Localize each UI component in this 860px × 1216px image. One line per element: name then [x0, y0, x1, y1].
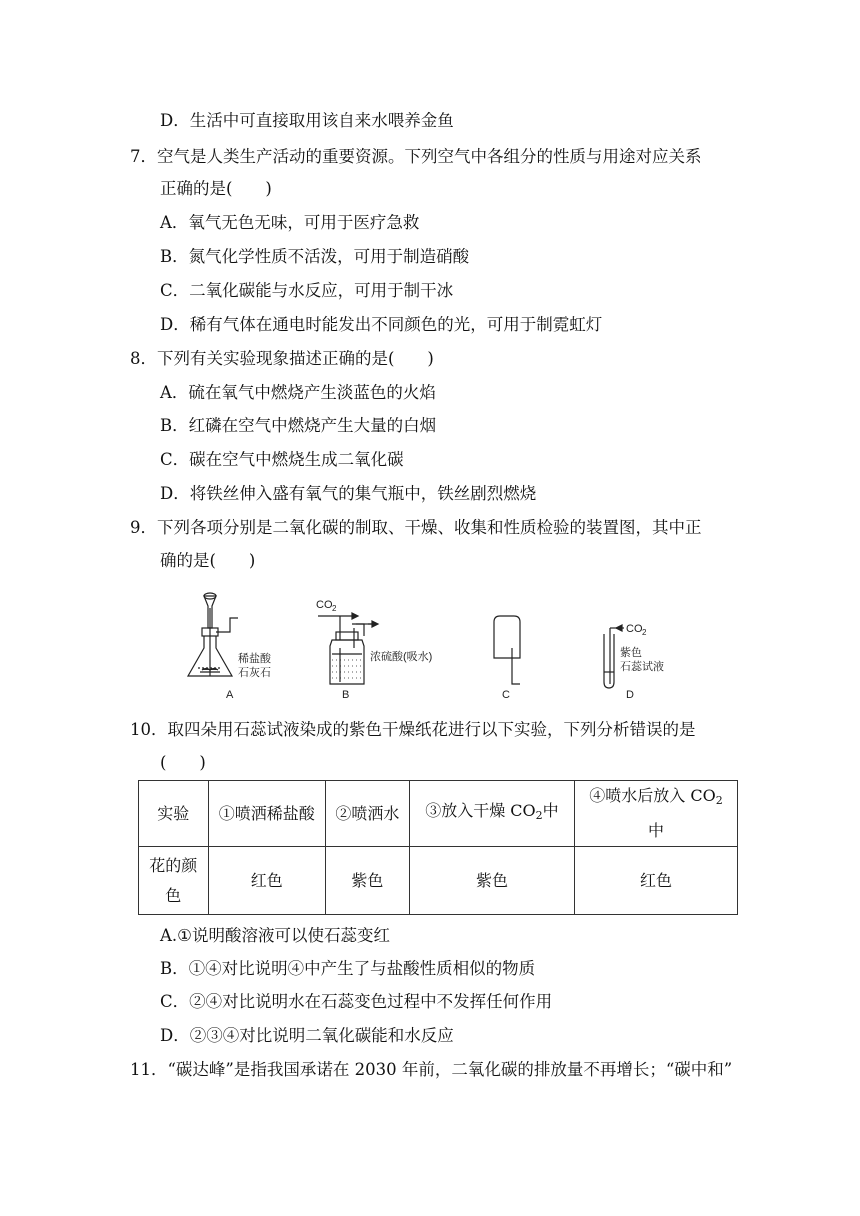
table-header-2: ②喷洒水 [325, 781, 409, 847]
table-cell-1: 红色 [208, 847, 325, 915]
q7-stem-line2: 正确的是( ) [160, 179, 272, 198]
label-dilute-hcl: 稀盐酸 [238, 653, 271, 665]
q9-stem-line2: 确的是( ) [160, 551, 256, 570]
label-co2-b-sub: 2 [332, 604, 337, 613]
q10-option-b: B．①④对比说明④中产生了与盐酸性质相似的物质 [160, 959, 536, 978]
q8-option-d: D．将铁丝伸入盛有氧气的集气瓶中，铁丝剧烈燃烧 [160, 484, 537, 503]
q7-option-b: B．氮气化学性质不活泼，可用于制造硝酸 [160, 247, 470, 266]
caption-c: C [502, 689, 510, 700]
table-row-label: 花的颜色 [139, 847, 209, 915]
caption-d: D [626, 689, 634, 700]
q10-experiment-table [138, 780, 738, 915]
q8-option-a: A．硫在氧气中燃烧产生淡蓝色的火焰 [160, 383, 436, 402]
label-co2-d-sub: 2 [642, 628, 647, 637]
q9-stem-line1: 9．下列各项分别是二氧化碳的制取、干燥、收集和性质检验的装置图，其中正 [130, 518, 702, 537]
q8-option-b: B．红磷在空气中燃烧产生大量的白烟 [160, 416, 437, 435]
caption-b: B [342, 689, 350, 700]
q7-option-a: A．氧气无色无味，可用于医疗急救 [160, 213, 420, 232]
label-conc-sulfuric: 浓硫酸(吸水) [370, 651, 433, 663]
label-litmus: 石蕊试液 [620, 661, 664, 673]
q11-stem: 11．“碳达峰”是指我国承诺在 2030 年前，二氧化碳的排放量不再增长；“碳中和” [130, 1060, 733, 1079]
q6-option-d: D．生活中可直接取用该自来水喂养金鱼 [160, 111, 454, 130]
apparatus-a-flask [188, 593, 238, 676]
label-co2-d: CO [626, 623, 643, 635]
table-cell-4: 红色 [574, 847, 737, 915]
caption-a: A [226, 689, 234, 700]
q7-option-c: C．二氧化碳能与水反应，可用于制干冰 [160, 281, 454, 300]
label-limestone: 石灰石 [238, 667, 271, 679]
q10-option-d: D．②③④对比说明二氧化碳能和水反应 [160, 1026, 454, 1045]
q7-stem-line1: 7．空气是人类生产活动的重要资源。下列空气中各组分的性质与用途对应关系 [130, 147, 702, 166]
table-cell-3: 紫色 [409, 847, 574, 915]
table-header-1: ①喷洒稀盐酸 [208, 781, 325, 847]
table-header-experiment: 实验 [139, 781, 209, 847]
table-cell-2: 紫色 [325, 847, 409, 915]
label-co2-b: CO [316, 599, 333, 611]
q10-option-c: C．②④对比说明水在石蕊变色过程中不发挥任何作用 [160, 992, 553, 1011]
q7-option-d: D．稀有气体在通电时能发出不同颜色的光，可用于制霓虹灯 [160, 315, 603, 334]
label-purple: 紫色 [620, 647, 642, 659]
table-header-3: ③放入干燥 $CO_2$中 [409, 781, 574, 847]
q10-stem-line2: ( ) [160, 753, 206, 772]
apparatus-b-wash-bottle [318, 613, 378, 684]
q10-stem-line1: 10．取四朵用石蕊试液染成的紫色干燥纸花进行以下实验，下列分析错误的是 [130, 720, 696, 739]
q10-option-a: A.①说明酸溶液可以使石蕊变红 [160, 926, 390, 945]
table-header-4: ④喷水后放入 $CO_2$ 中 [574, 781, 737, 847]
apparatus-c-gas-jar [494, 616, 520, 684]
q9-apparatus-figure [180, 588, 700, 700]
q8-option-c: C．碳在空气中燃烧生成二氧化碳 [160, 450, 404, 469]
q8-stem: 8．下列有关实验现象描述正确的是( ) [130, 349, 434, 368]
